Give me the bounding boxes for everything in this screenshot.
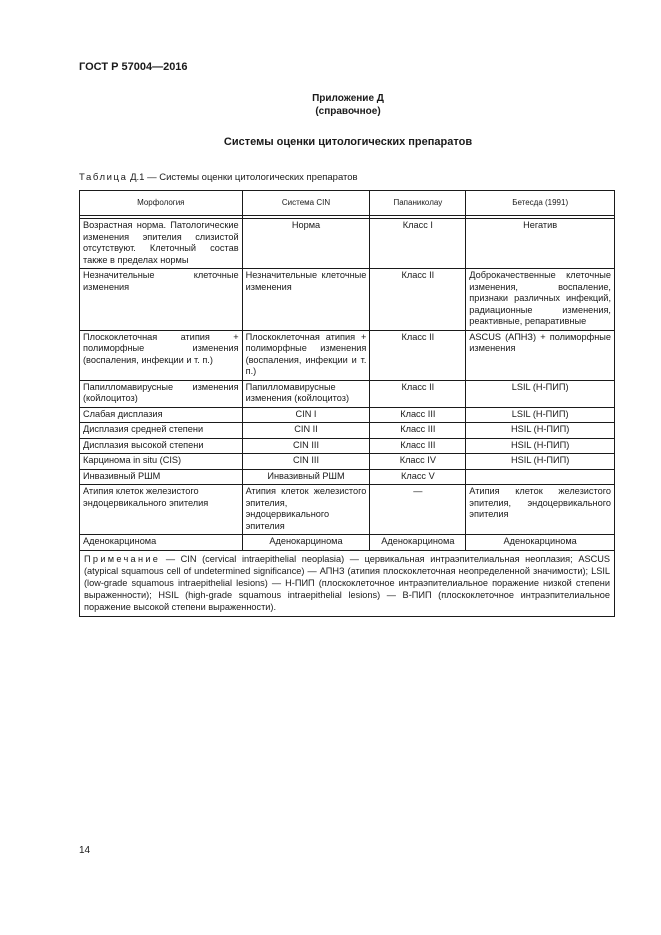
table-row (80, 423, 615, 439)
table-row (80, 380, 615, 407)
table-cell: Карцинома in situ (CIS) (80, 454, 243, 470)
table-cell: Атипия клеток железистого эпителия, эндоцервикального эпителия (466, 485, 615, 535)
table-cell: Атипия клеток железистого эндоцервикального эпителия (80, 485, 243, 535)
table-cell: Негатив (466, 219, 615, 269)
appendix-title: Приложение Д (312, 93, 384, 104)
table-row (80, 535, 615, 551)
table-cell: CIN III (242, 438, 370, 454)
table-cell: Атипия клеток железистого эпителия, эндоцервикального эпителия (242, 485, 370, 535)
table-cell: Инвазивный РШМ (80, 469, 243, 485)
table-row (80, 269, 615, 331)
table-cell: Инвазивный РШМ (242, 469, 370, 485)
table-row (80, 407, 615, 423)
table-cell: Класс II (370, 269, 466, 331)
table-row (80, 485, 615, 535)
table-cell: CIN I (242, 407, 370, 423)
appendix-heading (0, 92, 661, 118)
table-cell: Аденокарцинома (466, 535, 615, 551)
table-row (80, 438, 615, 454)
table-note (80, 550, 615, 616)
table-cell: Класс II (370, 380, 466, 407)
note-text: — CIN (cervical intraepithelial neoplasia) — цервикальная интраэпителиальная неоплазия; ASCUS (atypical squamous cell of undetermined significance) — АПНЗ (атипия плоскоклеточная неопределенной значимости); LSIL (low-grade squamous intraepithelial lesions) — Н-ПИП (плоскоклеточное интраэпителиальное поражение низкой степени выраженности); HSIL (high-grade squamous intraepithelial lesions) — В-ПИП (плоскоклеточное интраэпителиальное поражение высокой степени выраженности). (84, 553, 610, 612)
table-header-row (80, 191, 615, 216)
table-cell: — (370, 485, 466, 535)
table-cell: ASCUS (АПНЗ) + полиморфные изменения (466, 330, 615, 380)
table-caption-text: Д.1 — Системы оценки цитологических препаратов (127, 172, 358, 183)
table-cell: Класс I (370, 219, 466, 269)
table-cell: Класс III (370, 423, 466, 439)
table-cell: Папилломавирусные изменения (койлоцитоз) (80, 380, 243, 407)
column-header: Морфология (80, 191, 243, 216)
table-cell: Класс II (370, 330, 466, 380)
table-cell: Дисплазия высокой степени (80, 438, 243, 454)
table-cell: Аденокарцинома (80, 535, 243, 551)
table-cell: Класс V (370, 469, 466, 485)
table-row (80, 219, 615, 269)
table-cell: HSIL (Н-ПИП) (466, 454, 615, 470)
column-header: Папаниколау (370, 191, 466, 216)
table-caption-label: Таблица (79, 172, 128, 183)
section-title: Системы оценки цитологических препаратов (223, 136, 473, 148)
table-row (80, 454, 615, 470)
column-header: Система CIN (242, 191, 370, 216)
table-cell: HSIL (Н-ПИП) (466, 438, 615, 454)
cytology-systems-table (79, 190, 615, 617)
table-note-row (80, 550, 615, 616)
table-cell: CIN III (242, 454, 370, 470)
table-row (80, 330, 615, 380)
table-cell: Папилломавирусные изменения (койлоцитоз) (242, 380, 370, 407)
table-cell: Класс III (370, 407, 466, 423)
table-cell: Незначительные клеточные изменения (80, 269, 243, 331)
table-cell: Аденокарцинома (370, 535, 466, 551)
table-cell: LSIL (Н-ПИП) (466, 380, 615, 407)
document-id: ГОСТ Р 57004—2016 (79, 61, 188, 73)
page-number: 14 (79, 845, 91, 856)
table-cell: HSIL (Н-ПИП) (466, 423, 615, 439)
table-cell: Плоскоклеточная атипия + полиморфные изменения (воспаления, инфекции и т. п.) (80, 330, 243, 380)
table-cell: Незначительные клеточные изменения (242, 269, 370, 331)
table-cell: Плоскоклеточная атипия + полиморфные изменения (воспаления, инфекции и т. п.) (242, 330, 370, 380)
table-cell (466, 469, 615, 485)
table-cell: CIN II (242, 423, 370, 439)
table-cell: LSIL (Н-ПИП) (466, 407, 615, 423)
table-row (80, 469, 615, 485)
table-cell: Норма (242, 219, 370, 269)
appendix-subtitle: (справочное) (315, 106, 381, 117)
table-cell: Слабая дисплазия (80, 407, 243, 423)
note-label: Примечание (84, 553, 161, 564)
column-header: Бетесда (1991) (466, 191, 615, 216)
table-cell: Класс III (370, 438, 466, 454)
table-cell: Аденокарцинома (242, 535, 370, 551)
table-caption (79, 172, 358, 183)
table-cell: Возрастная норма. Патологические изменения эпителия слизистой отсутствуют. Клеточный состав также в пределах нормы (80, 219, 243, 269)
table-cell: Класс IV (370, 454, 466, 470)
table-cell: Дисплазия средней степени (80, 423, 243, 439)
table-cell: Доброкачественные клеточные изменения, воспаление, признаки различных инфекций, радиационные изменения, реактивные, репаративные (466, 269, 615, 331)
